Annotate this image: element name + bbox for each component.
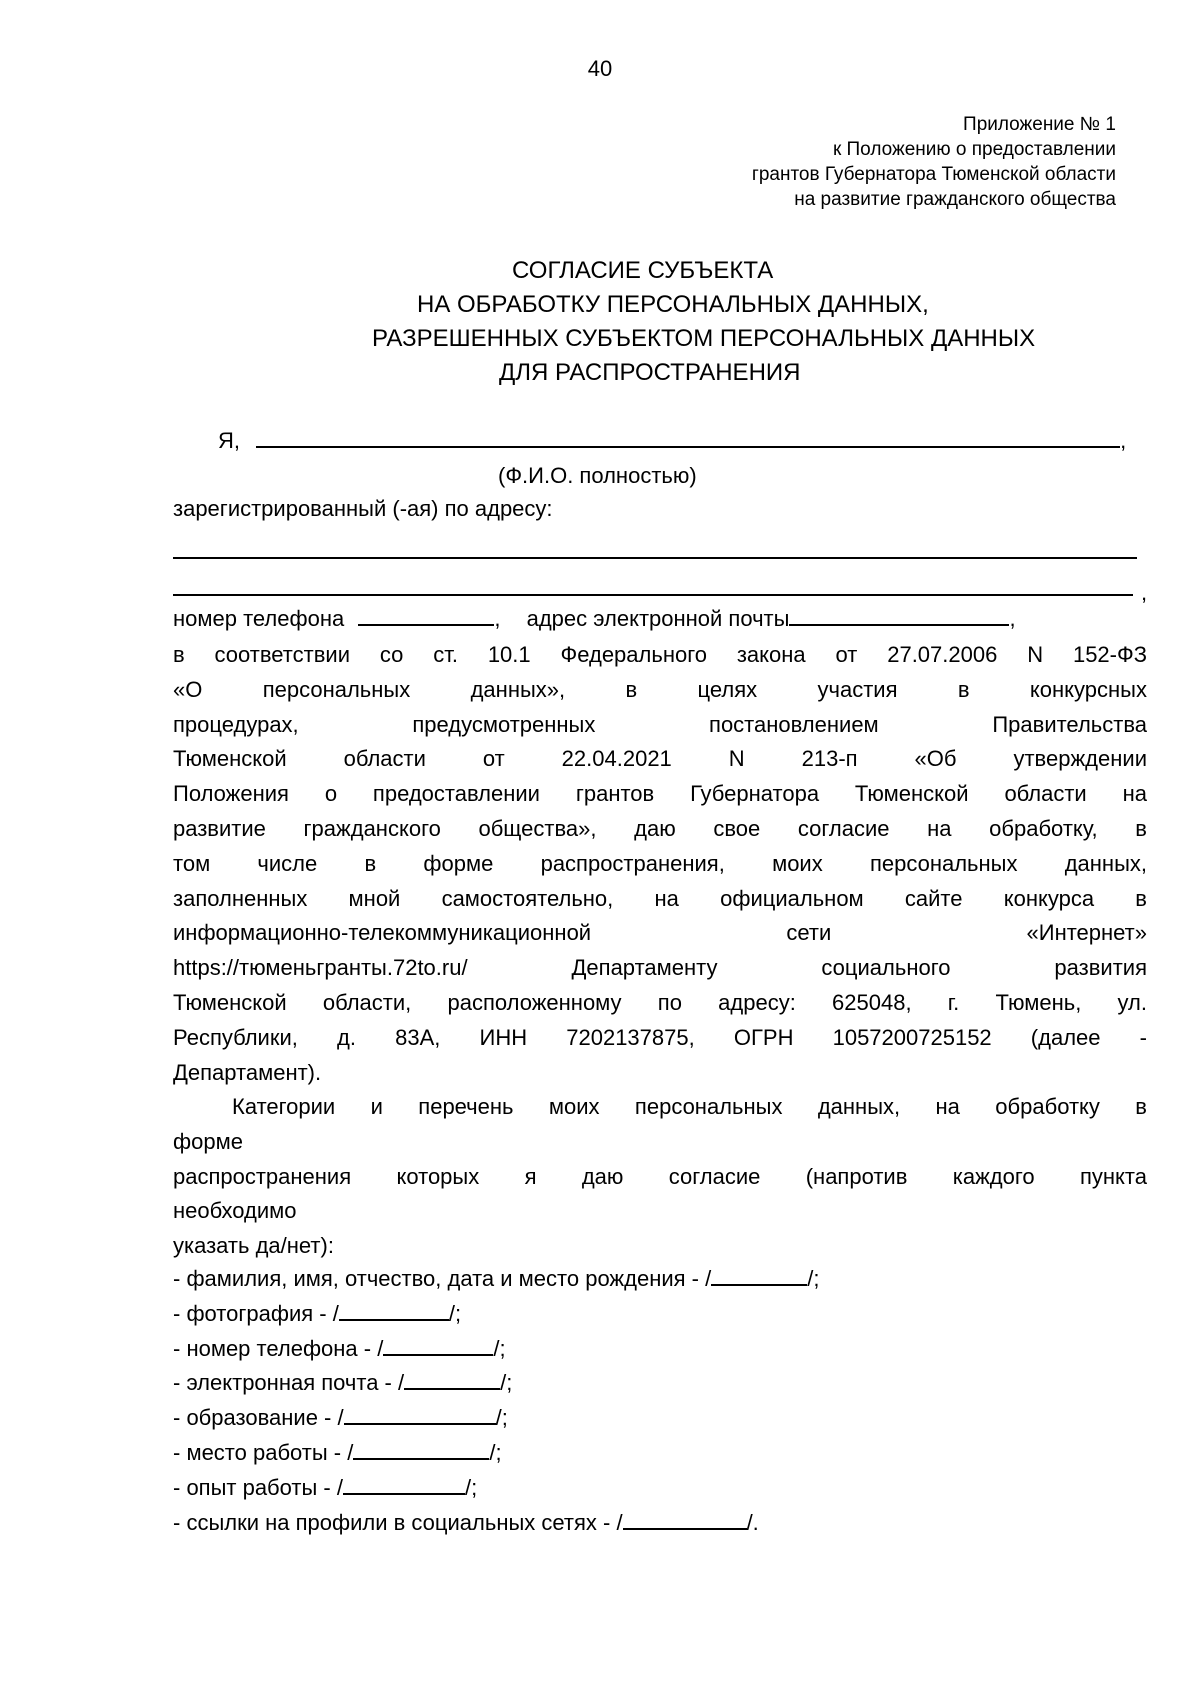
categories-intro [173, 1090, 1147, 1264]
item-label: - опыт работы - / [173, 1474, 343, 1500]
body-line: том числе в форме распространения, моих персональных данных, [173, 850, 1147, 876]
appendix-line: Приложение № 1 [963, 114, 1116, 135]
title-line: НА ОБРАБОТКУ ПЕРСОНАЛЬНЫХ ДАННЫХ, [417, 291, 929, 318]
item-label: - ссылки на профили в социальных сетях - / [173, 1509, 623, 1535]
body-line: Тюменской области от 22.04.2021 N 213-п «Об утверждении [173, 746, 1147, 772]
data-categories-list [173, 1262, 819, 1540]
comma: , [494, 606, 501, 631]
fio-blank[interactable] [256, 426, 1120, 448]
list-item [173, 1506, 819, 1541]
answer-blank[interactable] [383, 1334, 493, 1356]
title-line: СОГЛАСИЕ СУБЪЕКТА [512, 257, 774, 284]
phone-label: номер телефона [173, 606, 345, 631]
body-line: Тюменской области, расположенному по адресу: 625048, г. Тюмень, ул. [173, 989, 1147, 1015]
categories-line: распространения которых я даю согласие (напротив каждого пункта [173, 1163, 1147, 1189]
body-line: Департамент). [173, 1059, 322, 1085]
appendix-line: на развитие гражданского общества [794, 189, 1116, 210]
address-blank-line[interactable] [173, 594, 1133, 596]
comma: , [1120, 428, 1127, 453]
list-item [173, 1401, 819, 1436]
contact-row [173, 604, 1016, 632]
list-item [173, 1297, 819, 1332]
categories-line: Категории и перечень моих персональных данных, на обработку в [232, 1094, 1147, 1119]
list-item [173, 1332, 819, 1367]
answer-blank[interactable] [711, 1264, 807, 1286]
appendix-line: к Положению о предоставлении [832, 139, 1116, 160]
body-line: в соответствии со ст. 10.1 Федерального закона от 27.07.2006 N 152-ФЗ [173, 642, 1147, 667]
title-line: ДЛЯ РАСПРОСТРАНЕНИЯ [499, 359, 801, 386]
item-end: /; [807, 1266, 820, 1291]
answer-blank[interactable] [623, 1508, 747, 1530]
body-line: развитие гражданского общества», даю свое согласие на обработку, в [173, 815, 1147, 841]
item-label: - электронная почта - / [173, 1370, 405, 1396]
comma: , [1141, 580, 1148, 605]
address-blank-line[interactable] [173, 557, 1137, 559]
fio-row [218, 426, 1126, 454]
categories-line: указать да/нет): [173, 1233, 334, 1259]
item-end: /; [495, 1405, 508, 1431]
body-line: информационно-телекоммуникационной сети «Интернет» [173, 920, 1147, 946]
fio-caption: (Ф.И.О. полностью) [498, 463, 697, 488]
list-item [173, 1471, 819, 1506]
list-item [173, 1366, 819, 1401]
item-end: /; [493, 1335, 506, 1361]
item-label: - образование - / [173, 1405, 344, 1431]
email-blank[interactable] [789, 604, 1009, 626]
title-line: РАЗРЕШЕННЫХ СУБЪЕКТОМ ПЕРСОНАЛЬНЫХ ДАННЫХ [372, 325, 1036, 352]
item-label: - фотография - / [173, 1300, 339, 1326]
body-line: https://тюменьгранты.72to.ru/ Департаменту социального развития [173, 955, 1147, 981]
item-end: /; [489, 1439, 502, 1465]
appendix-reference [752, 112, 1116, 212]
list-item [173, 1436, 819, 1471]
item-end: /; [448, 1300, 462, 1326]
item-end: /; [500, 1370, 513, 1396]
item-label: - фамилия, имя, отчество, дата и место рождения - / [173, 1266, 712, 1291]
comma: , [1009, 606, 1016, 631]
phone-blank[interactable] [358, 604, 494, 626]
item-label: - номер телефона - / [173, 1335, 384, 1361]
list-item [173, 1262, 819, 1297]
item-end: /. [746, 1509, 759, 1535]
consent-body [173, 638, 1147, 1090]
categories-line: необходимо [173, 1198, 297, 1224]
page-number: 40 [587, 56, 613, 81]
answer-blank[interactable] [343, 1473, 465, 1495]
answer-blank[interactable] [344, 1403, 496, 1425]
body-line: процедурах, предусмотренных постановлением Правительства [173, 711, 1147, 737]
answer-blank[interactable] [339, 1299, 449, 1321]
email-label: адрес электронной почты [526, 606, 790, 631]
body-line: Положения о предоставлении грантов Губернатора Тюменской области на [173, 781, 1147, 807]
answer-blank[interactable] [353, 1438, 489, 1460]
body-line: заполненных мной самостоятельно, на официальном сайте конкурса в [173, 885, 1147, 911]
ya-prefix: Я, [218, 428, 240, 453]
body-line: «О персональных данных», в целях участия в конкурсных [173, 676, 1147, 702]
item-label: - место работы - / [173, 1439, 354, 1465]
categories-line: форме [173, 1128, 243, 1154]
item-end: /; [464, 1474, 478, 1500]
body-line: Республики, д. 83А, ИНН 7202137875, ОГРН 1057200725152 (далее - [173, 1024, 1147, 1050]
appendix-line: грантов Губернатора Тюменской области [751, 164, 1116, 185]
registered-address-label: зарегистрированный (-ая) по адресу: [173, 496, 553, 521]
answer-blank[interactable] [404, 1368, 500, 1390]
